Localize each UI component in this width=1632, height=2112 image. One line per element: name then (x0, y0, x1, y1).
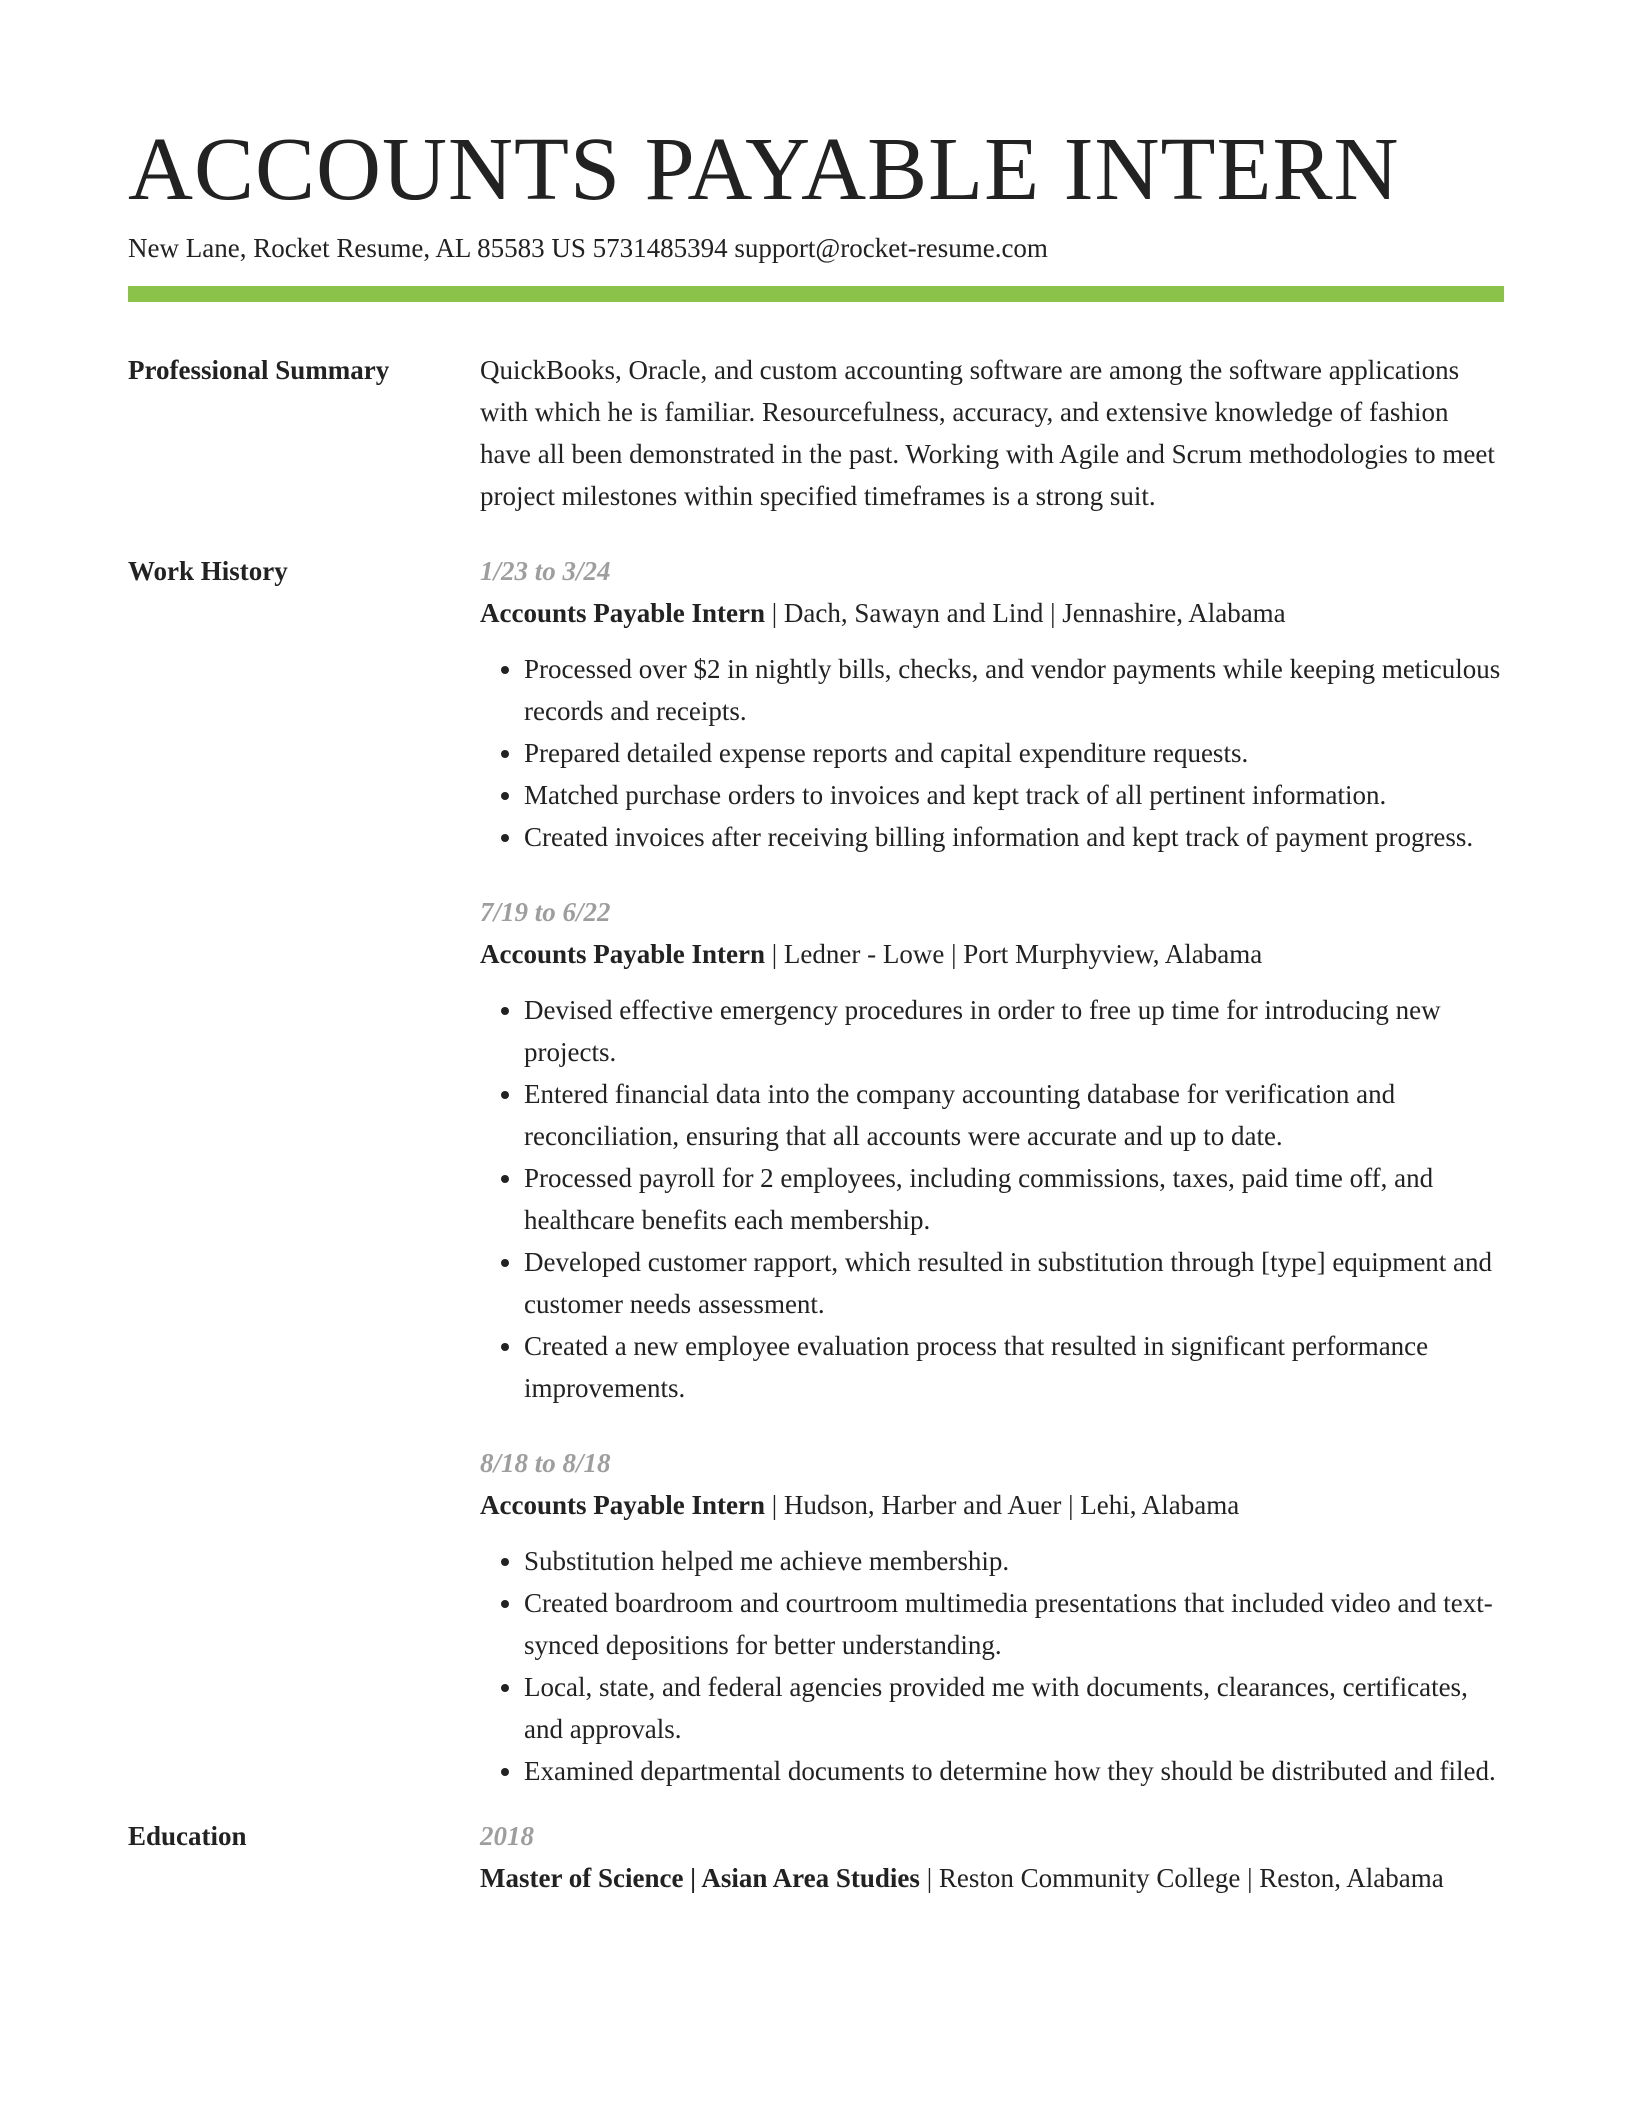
list-item: • Developed customer rapport, which resulted in substitution through [type] equipment and customer needs assessment. (524, 1241, 1504, 1325)
section-label-work: Work History (128, 556, 288, 586)
resume-page (128, 122, 1504, 1899)
job-dates: 7/19 to 6/22 (480, 897, 611, 927)
professional-summary-section (128, 349, 1504, 517)
list-item: • Entered financial data into the company accounting database for verification and reconciliation, ensuring that all accounts were accurate and up to date. (524, 1073, 1504, 1157)
list-item: • Created a new employee evaluation process that resulted in significant performance improvements. (524, 1325, 1504, 1409)
job-bullets (480, 648, 1504, 858)
education-degree: Master of Science | Asian Area Studies (480, 1863, 920, 1893)
education-details: | Reston Community College | Reston, Alabama (919, 1863, 1444, 1893)
list-item: • Substitution helped me achieve membership. (524, 1540, 1504, 1582)
job-heading (480, 933, 1504, 975)
job-entry (480, 1442, 1504, 1792)
list-item: • Examined departmental documents to determine how they should be distributed and filed. (524, 1750, 1504, 1792)
summary-text: QuickBooks, Oracle, and custom accounting software are among the software applications with which he is familiar. Resourcefulness, accuracy, and extensive knowledge of fashion have all been demonstrated in the past. Working with Agile and Scrum methodologies to meet project milestones within specified timeframes is a strong suit. (480, 355, 1495, 511)
list-item: • Matched purchase orders to invoices and kept track of all pertinent information. (524, 774, 1504, 816)
list-item: • Processed payroll for 2 employees, including commissions, taxes, paid time off, and healthcare benefits each membership. (524, 1157, 1504, 1241)
work-history-section (128, 550, 1504, 1792)
job-role: Accounts Payable Intern (480, 598, 765, 628)
job-dates: 1/23 to 3/24 (480, 556, 611, 586)
job-heading (480, 592, 1504, 634)
list-item: • Created boardroom and courtroom multimedia presentations that included video and text-synced depositions for better understanding. (524, 1582, 1504, 1666)
job-bullets (480, 1540, 1504, 1792)
job-entry (480, 550, 1504, 858)
job-bullets (480, 989, 1504, 1409)
job-dates: 8/18 to 8/18 (480, 1448, 611, 1478)
list-item: • Devised effective emergency procedures in order to free up time for introducing new projects. (524, 989, 1504, 1073)
section-label-summary: Professional Summary (128, 355, 390, 385)
header-divider (128, 286, 1504, 302)
list-item: • Created invoices after receiving billing information and kept track of payment progress. (524, 816, 1504, 858)
list-item: • Processed over $2 in nightly bills, checks, and vendor payments while keeping meticulous records and receipts. (524, 648, 1504, 732)
list-item: • Prepared detailed expense reports and capital expenditure requests. (524, 732, 1504, 774)
education-heading (480, 1857, 1504, 1899)
education-section (128, 1815, 1504, 1899)
job-details: | Ledner - Lowe | Port Murphyview, Alabama (765, 939, 1263, 969)
job-details: | Dach, Sawayn and Lind | Jennashire, Alabama (765, 598, 1286, 628)
section-label-education: Education (128, 1821, 247, 1851)
job-entry (480, 891, 1504, 1409)
list-item: • Local, state, and federal agencies provided me with documents, clearances, certificates, and approvals. (524, 1666, 1504, 1750)
job-heading (480, 1484, 1504, 1526)
job-details: | Hudson, Harber and Auer | Lehi, Alabama (765, 1490, 1240, 1520)
resume-title: ACCOUNTS PAYABLE INTERN (128, 120, 1400, 219)
job-role: Accounts Payable Intern (480, 1490, 765, 1520)
job-role: Accounts Payable Intern (480, 939, 765, 969)
contact-info: New Lane, Rocket Resume, AL 85583 US 5731485394 support@rocket-resume.com (128, 233, 1048, 263)
education-year: 2018 (480, 1821, 534, 1851)
